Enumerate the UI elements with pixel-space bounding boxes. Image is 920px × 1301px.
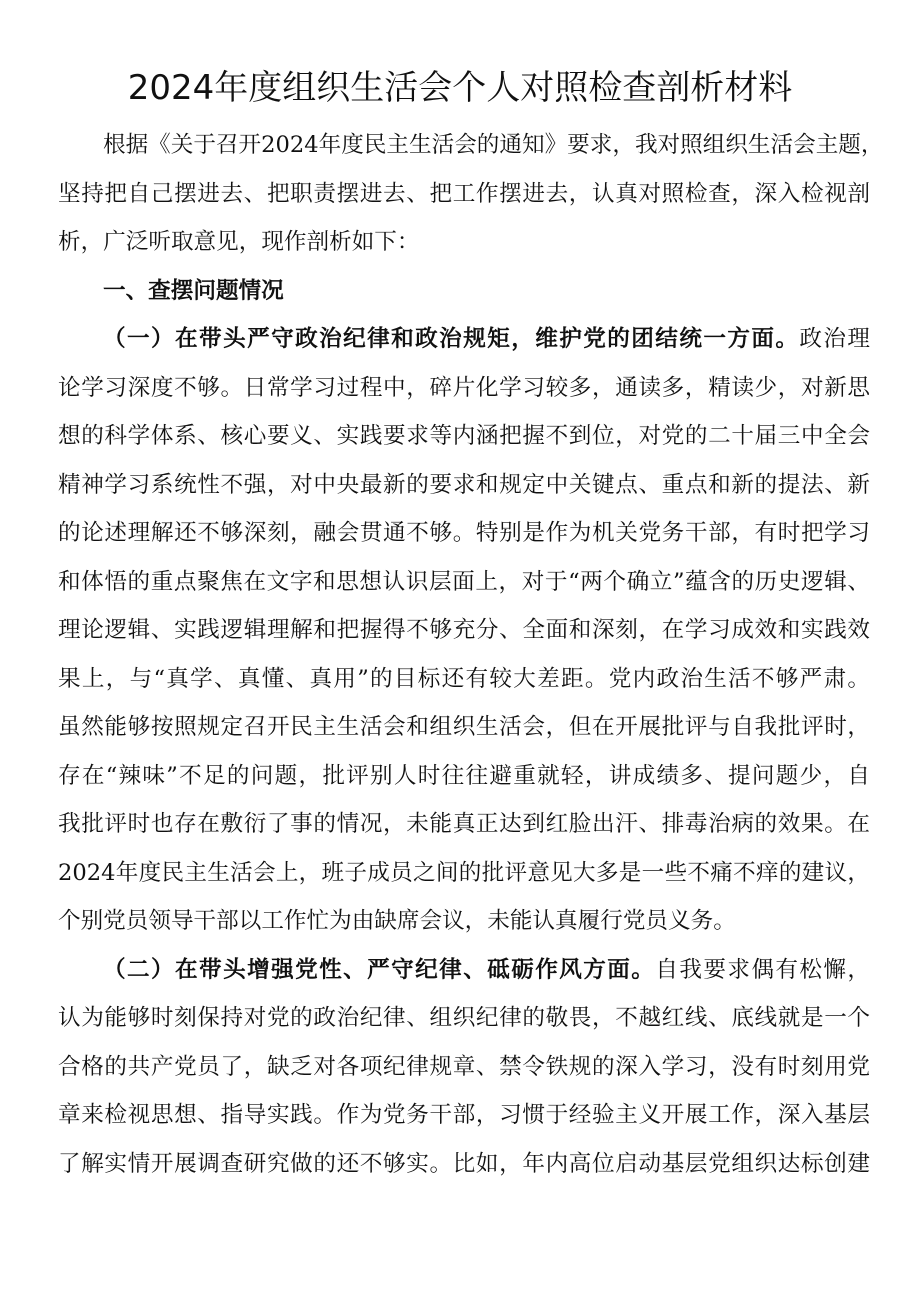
paragraph-line: 了解实情开展调查研究做的还不够实。比如，年内高位启动基层党组织达标创建 (58, 1150, 870, 1177)
paragraph-line: 章来检视思想、指导实践。作为党务干部，习惯于经验主义开展工作，深入基层 (58, 1102, 870, 1128)
subsection-text: 自我要求偶有松懈， (655, 956, 871, 983)
paragraph-line: 个别党员领导干部以工作忙为由缺席会议，未能认真履行党员义务。 (58, 908, 736, 934)
subsection-heading: （二）在带头增强党性、严守纪律、砥砺作风方面。 (103, 956, 656, 983)
subsection-heading: （一）在带头严守政治纪律和政治规矩，维护党的团结统一方面。 (103, 326, 800, 352)
subsection-text: 政治理 (799, 326, 871, 352)
paragraph-line: 论学习深度不够。日常学习过程中，碎片化学习较多，通读多，精读少，对新思 (58, 374, 870, 401)
paragraph-line: 虽然能够按照规定召开民主生活会和组织生活会，但在开展批评与自我批评时， (58, 714, 870, 740)
subsection-first-line (58, 946, 870, 995)
intro-line: 坚持把自己摆进去、把职责摆进去、把工作摆进去，认真对照检查，深入检视剖 (58, 180, 870, 207)
paragraph-line: 合格的共产党员了，缺乏对各项纪律规章、禁令铁规的深入学习，没有时刻用党 (58, 1053, 870, 1080)
paragraph-line: 存在“辣味”不足的问题，批评别人时往往避重就轻，讲成绩多、提问题少，自 (58, 762, 870, 789)
paragraph-line: 精神学习系统性不强，对中央最新的要求和规定中关键点、重点和新的提法、新 (58, 471, 870, 498)
paragraph-line: 果上，与“真学、真懂、真用”的目标还有较大差距。党内政治生活不够严肃。 (58, 665, 870, 692)
paragraph-line: 的论述理解还不够深刻，融会贯通不够。特别是作为机关党务干部，有时把学习 (58, 520, 870, 546)
paragraph-line: 理论逻辑、实践逻辑理解和把握得不够充分、全面和深刻，在学习成效和实践效 (58, 617, 870, 643)
paragraph-line: 我批评时也存在敷衍了事的情况，未能真正达到红脸出汗、排毒治病的效果。在 (58, 811, 870, 837)
section-heading: 一、查摆问题情况 (103, 277, 284, 304)
document-body (58, 121, 884, 1188)
subsection-first-line (58, 315, 870, 364)
document-title: 2024年度组织生活会个人对照检查剖析材料 (127, 68, 793, 108)
paragraph-line: 2024年度民主生活会上，班子成员之间的批评意见大多是一些不痛不痒的建议， (58, 859, 870, 886)
paragraph-line: 和体悟的重点聚焦在文字和思想认识层面上，对于“两个确立”蕴含的历史逻辑、 (58, 568, 870, 595)
paragraph-line: 认为能够时刻保持对党的政治纪律、组织纪律的敬畏，不越红线、底线就是一个 (58, 1005, 870, 1031)
paragraph-line: 想的科学体系、核心要义、实践要求等内涵把握不到位，对党的二十届三中全会 (58, 423, 870, 449)
intro-line: 析，广泛听取意见，现作剖析如下： (58, 229, 420, 255)
intro-line: 根据《关于召开2024年度民主生活会的通知》要求，我对照组织生活会主题， (103, 132, 884, 158)
